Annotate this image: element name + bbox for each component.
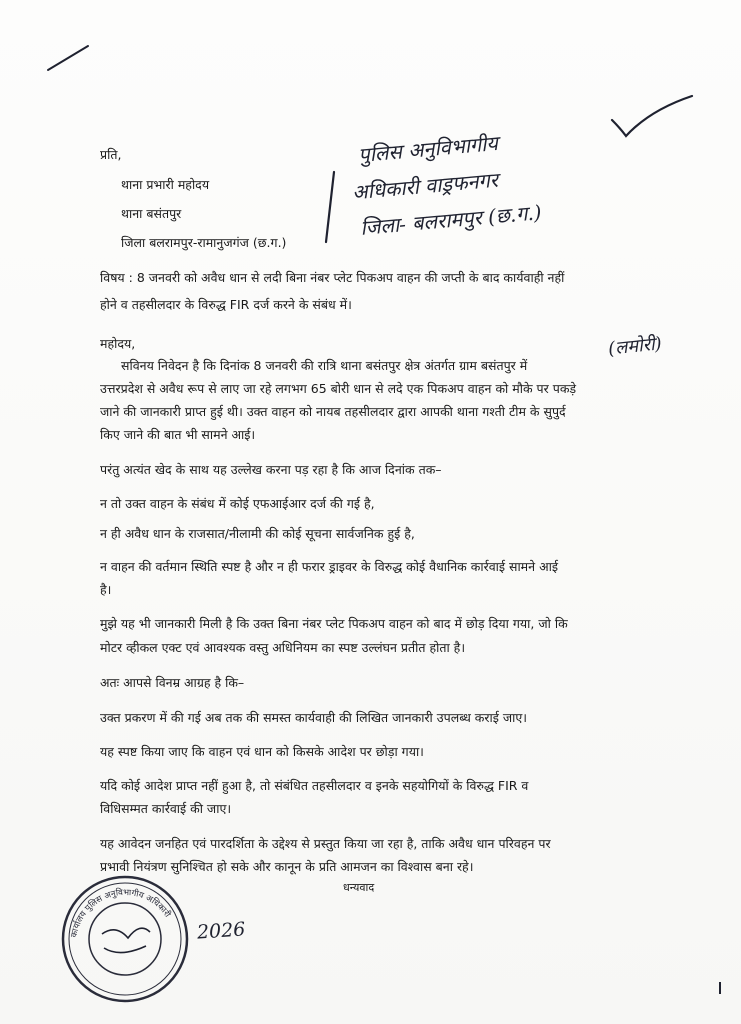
point-1: न तो उक्त वाहन के संबंध में कोई एफआईआर दर्ज की गई है, xyxy=(100,496,375,511)
office-seal xyxy=(58,872,192,1006)
para1-line-2: उत्तरप्रदेश से अवैध रूप से लाए जा रहे लगभग 65 बोरी धान से लदे एक पिकअप वाहन को मौके पर पकड़े xyxy=(100,381,577,396)
subject-line-2: होने व तहसीलदार के विरुद्ध FIR दर्ज करने के संबंध में। xyxy=(100,297,352,312)
recipient-line-2: थाना बसंतपुर xyxy=(121,206,182,221)
handwritten-copy-line-2: अधिकारी वाड्रफनगर xyxy=(351,167,499,205)
svg-text:कार्यालय पुलिस अनुविभागीय अधिक xyxy=(69,887,173,939)
closing-line-1: यह आवेदन जनहित एवं पारदर्शिता के उद्देश्य से प्रस्तुत किया जा रहा है, ताकि अवैध धान परिवहन पर xyxy=(100,836,551,851)
thanks: धन्यवाद xyxy=(343,881,375,894)
para3-line-2: मोटर व्हीकल एक्ट एवं आवश्यक वस्तु अधिनियम का स्पष्ट उल्लंघन प्रतीत होता है। xyxy=(100,640,466,655)
handwritten-year: 2026 xyxy=(196,918,247,944)
handwritten-copy-line-3: जिला- बलरामपुर (छ.ग.) xyxy=(359,200,543,240)
pen-stroke-mark xyxy=(44,40,94,76)
para1-line-4: किए जाने की बात भी सामने आई। xyxy=(100,427,256,442)
salutation-to: प्रति, xyxy=(100,147,122,162)
recipient-line-3: जिला बलरामपुर-रामानुजगंज (छ.ग.) xyxy=(121,235,287,250)
para3-line-1: मुझे यह भी जानकारी मिली है कि उक्त बिना नंबर प्लेट पिकअप वाहन को बाद में छोड़ दिया गया, जो कि xyxy=(100,616,568,631)
point-3-line-2: है। xyxy=(100,582,112,597)
closing-line-2: प्रभावी नियंत्रण सुनिश्चित हो सके और कानून के प्रति आमजन का विश्वास बना रहे। xyxy=(100,859,474,874)
check-mark-icon xyxy=(606,92,696,142)
request-intro: अतः आपसे विनम्र आग्रह है कि– xyxy=(100,675,245,690)
subject-line-1: विषय : 8 जनवरी को अवैध धान से लदी बिना नंबर प्लेट पिकअप वाहन की जप्ती के बाद कार्यवाही नहीं xyxy=(100,270,565,285)
para1-line-1: सविनय निवेदन है कि दिनांक 8 जनवरी की रात्रि थाना बसंतपुर क्षेत्र अंतर्गत ग्राम बसंतपुर में xyxy=(121,358,528,373)
seal-text: कार्यालय पुलिस अनुविभागीय अधिकारी xyxy=(69,887,173,939)
point-3-line-1: न वाहन की वर्तमान स्थिति स्पष्ट है और न ही फरार ड्राइवर के विरुद्ध कोई वैधानिक कार्रवाई सामने आई xyxy=(100,559,558,574)
request-3-line-1: यदि कोई आदेश प्राप्त नहीं हुआ है, तो संबंधित तहसीलदार व इनके सहयोगियों के विरुद्ध FIR व xyxy=(100,778,529,793)
address-greeting: महोदय, xyxy=(100,336,136,351)
pen-divider-mark xyxy=(318,168,342,248)
request-2: यह स्पष्ट किया जाए कि वाहन एवं धान को किसके आदेश पर छोड़ा गया। xyxy=(100,744,424,759)
para2: परंतु अत्यंत खेद के साथ यह उल्लेख करना पड़ रहा है कि आज दिनांक तक– xyxy=(100,462,442,477)
handwritten-insertion: (लमोरी) xyxy=(607,333,663,360)
handwritten-copy-line-1: पुलिस अनुविभागीय xyxy=(357,130,499,168)
para1-line-3: जाने की जानकारी प्राप्त हुई थी। उक्त वाहन को नायब तहसीलदार द्वारा आपकी थाना गश्ती टीम के सुपुर्द xyxy=(100,404,566,419)
seal-graphic xyxy=(58,872,192,1006)
corner-mark xyxy=(712,980,728,996)
point-2: न ही अवैध धान के राजसात/नीलामी की कोई सूचना सार्वजनिक हुई है, xyxy=(100,526,415,541)
recipient-line-1: थाना प्रभारी महोदय xyxy=(121,177,210,192)
request-3-line-2: विधिसम्मत कार्रवाई की जाए। xyxy=(100,801,232,816)
request-1: उक्त प्रकरण में की गई अब तक की समस्त कार्यवाही की लिखित जानकारी उपलब्ध कराई जाए। xyxy=(100,710,528,725)
